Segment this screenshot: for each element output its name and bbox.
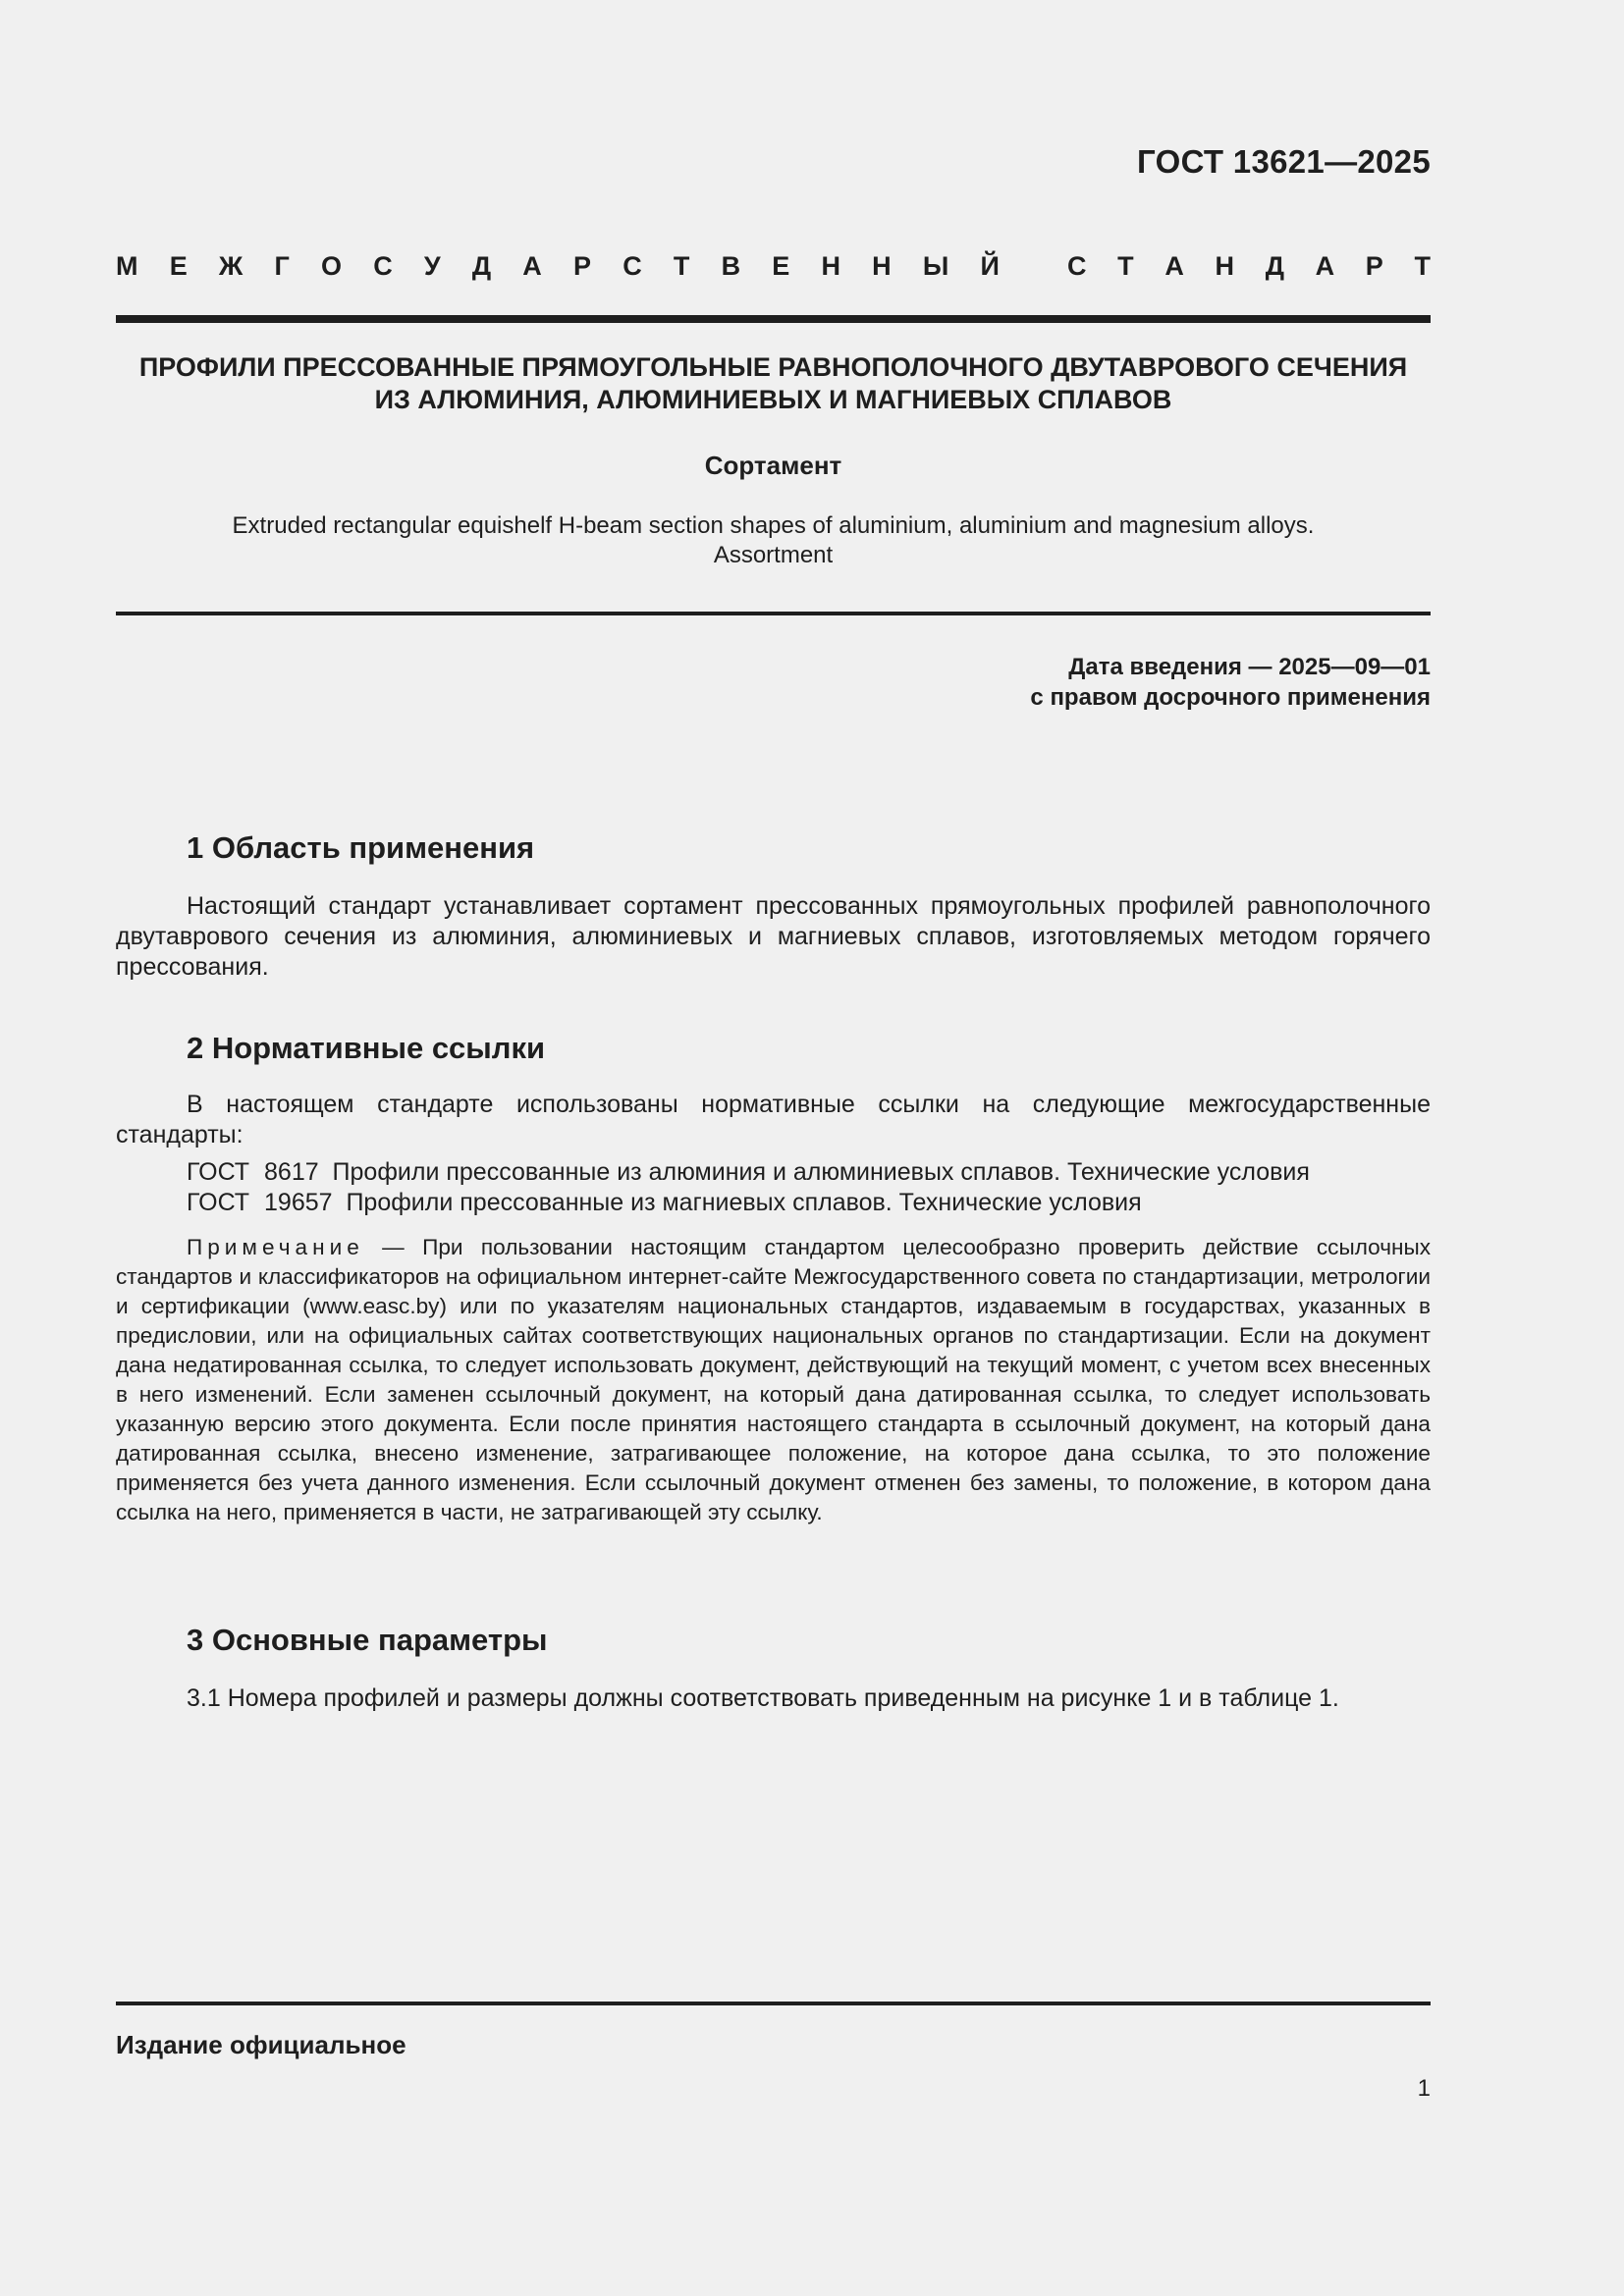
section-heading-references: 2 Нормативные ссылки bbox=[187, 1031, 546, 1065]
banner-letter: Н bbox=[1215, 251, 1235, 281]
title-line-1: ПРОФИЛИ ПРЕССОВАННЫЕ ПРЯМОУГОЛЬНЫЕ РАВНОПОЛОЧНОГО ДВУТАВРОВОГО СЕЧЕНИЯ bbox=[138, 352, 1408, 382]
reference-item bbox=[187, 1157, 1310, 1188]
banner-letter: Т bbox=[1117, 251, 1134, 281]
banner-letter: Ж bbox=[218, 251, 244, 281]
references-paragraph: В настоящем стандарте использованы нормативные ссылки на следующие межгосударственные стандарты: bbox=[116, 1091, 1431, 1148]
reference-item bbox=[187, 1188, 1142, 1218]
title-divider bbox=[116, 612, 1431, 615]
banner-letter: Д bbox=[471, 251, 492, 281]
banner-letter: Ы bbox=[922, 251, 949, 281]
introduction-date-line: Дата введения — 2025—09—01 bbox=[1068, 654, 1431, 680]
document-title bbox=[116, 351, 1431, 416]
note-paragraph bbox=[116, 1233, 1431, 1527]
banner-letter: В bbox=[721, 251, 741, 281]
reference-code: ГОСТ 19657 bbox=[187, 1189, 333, 1216]
banner-letter: С bbox=[623, 251, 642, 281]
document-subtitle: Сортамент bbox=[704, 451, 842, 480]
banner-letter: С bbox=[373, 251, 393, 281]
reference-code: ГОСТ 8617 bbox=[187, 1158, 319, 1186]
banner-letter: У bbox=[423, 251, 441, 281]
introduction-date bbox=[1030, 652, 1431, 713]
english-title bbox=[116, 511, 1431, 570]
banner-letter: Н bbox=[821, 251, 840, 281]
interstate-standard-banner bbox=[116, 251, 1431, 282]
banner-letter: Т bbox=[673, 251, 690, 281]
interstate-word bbox=[116, 251, 1000, 282]
english-title-line-2: Assortment bbox=[713, 542, 834, 568]
banner-letter: Д bbox=[1265, 251, 1284, 281]
banner-letter: Р bbox=[572, 251, 591, 281]
document-number: ГОСТ 13621—2025 bbox=[1137, 143, 1431, 180]
banner-letter: О bbox=[320, 251, 342, 281]
banner-letter: Й bbox=[980, 251, 1000, 281]
note-text: — При пользовании настоящим стандартом целесообразно проверить действие ссылочных стандартов и классификаторов на официальном интернет-сайте Межгосударственного совета по стандартизации, метрологии и сертификации (www.easc.by) или по указателям национальных стандартов, издаваемым в государствах, указанных в предисловии, или на официальных сайтах соответствующих национальных органов по стандартизации. Если на документ дана недатированная ссылка, то следует использовать документ, действующий на текущий момент, с учетом всех внесенных в него изменений. Если заменен ссылочный документ, на который дана датированная ссылка, то следует использовать указанную версию этого документа. Если после принятия настоящего стандарта в ссылочный документ, на который дана датированная ссылка, внесено изменение, затрагивающее положение, на которое дана ссылка, то это положение применяется без учета данного изменения. Если ссылочный документ отменен без замены, то положение, в котором дана ссылка на него, применяется в части, не затрагивающей эту ссылку. bbox=[116, 1235, 1431, 1524]
section-heading-scope: 1 Область применения bbox=[187, 830, 535, 865]
banner-letter: Г bbox=[274, 251, 290, 281]
page-number: 1 bbox=[1417, 2075, 1431, 2102]
official-edition-label: Издание официальное bbox=[116, 2030, 406, 2059]
banner-letter: А bbox=[522, 251, 542, 281]
footer-divider bbox=[116, 2002, 1431, 2005]
document-page bbox=[116, 0, 1431, 2296]
banner-letter: Р bbox=[1365, 251, 1383, 281]
banner-letter: Е bbox=[772, 251, 790, 281]
banner-letter: М bbox=[116, 251, 138, 281]
section-heading-parameters: 3 Основные параметры bbox=[187, 1623, 548, 1657]
standard-word bbox=[1067, 251, 1431, 282]
note-label: Примечание bbox=[187, 1235, 364, 1259]
banner-letter: С bbox=[1067, 251, 1087, 281]
title-line-2: ИЗ АЛЮМИНИЯ, АЛЮМИНИЕВЫХ И МАГНИЕВЫХ СПЛАВОВ bbox=[374, 385, 1172, 414]
header-divider bbox=[116, 315, 1431, 323]
banner-letter: А bbox=[1315, 251, 1335, 281]
parameters-paragraph: 3.1 Номера профилей и размеры должны соответствовать приведенным на рисунке 1 и в таблице 1. bbox=[187, 1684, 1339, 1712]
banner-letter: Т bbox=[1414, 251, 1431, 281]
banner-letter: Е bbox=[169, 251, 188, 281]
reference-title: Профили прессованные из алюминия и алюминиевых сплавов. Технические условия bbox=[332, 1158, 1310, 1186]
scope-paragraph: Настоящий стандарт устанавливает сортамент прессованных прямоугольных профилей равнополочного двутаврового сечения из алюминия, алюминиевых и магниевых сплавов, изготовляемых методом горячего прессования. bbox=[116, 892, 1431, 981]
english-title-line-1: Extruded rectangular equishelf H-beam section shapes of aluminium, aluminium and magnesium alloys. bbox=[232, 512, 1315, 539]
banner-letter: Н bbox=[872, 251, 892, 281]
early-application-line: с правом досрочного применения bbox=[1030, 684, 1431, 711]
banner-letter: А bbox=[1164, 251, 1184, 281]
reference-title: Профили прессованные из магниевых сплавов. Технические условия bbox=[346, 1189, 1142, 1216]
